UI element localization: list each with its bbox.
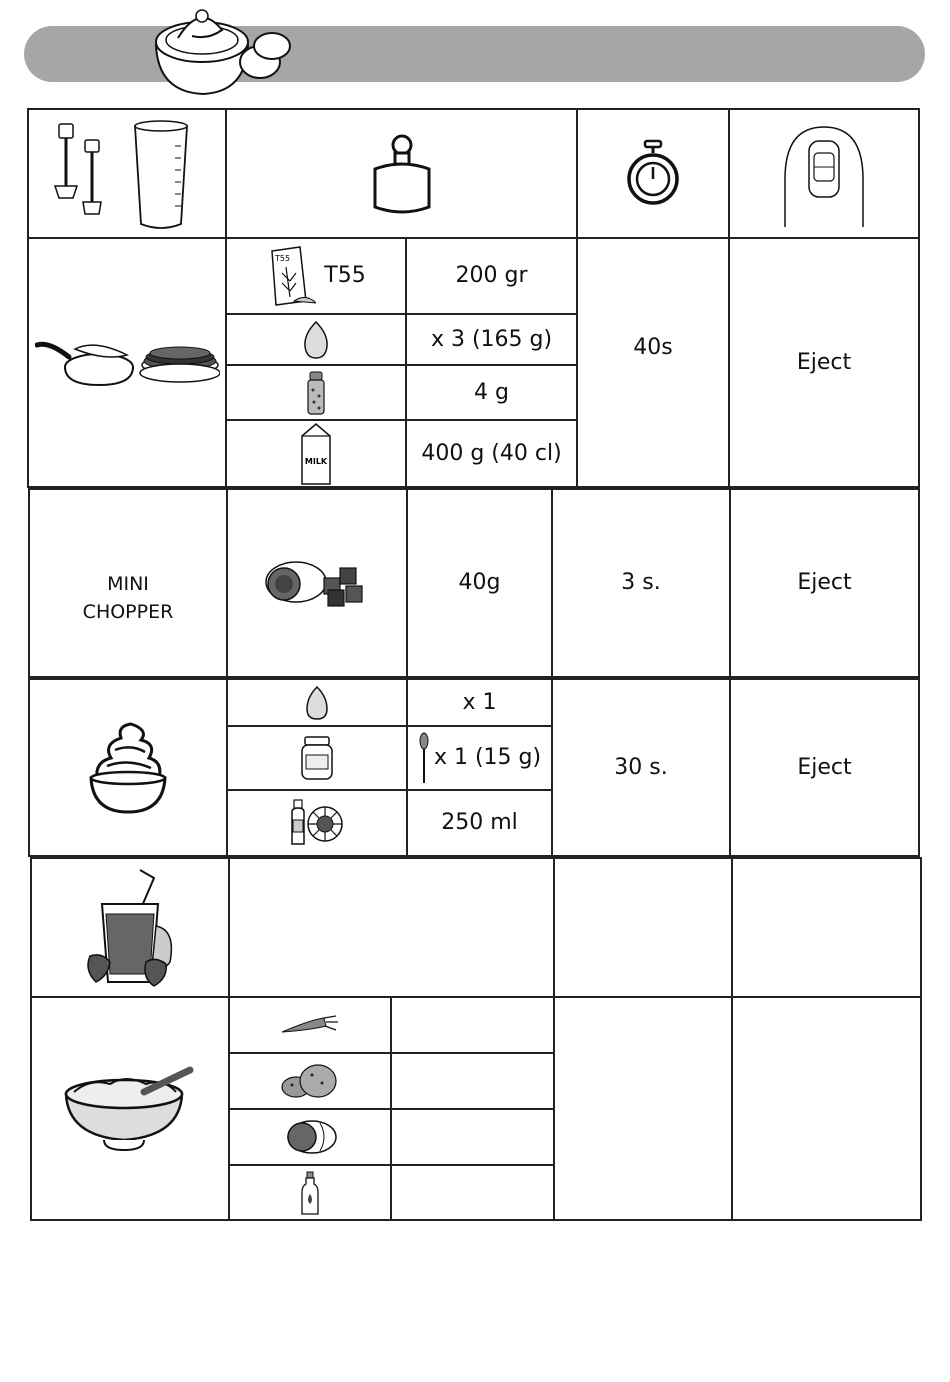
ham-piece-icon-cell — [228, 1108, 392, 1166]
crepes-speed-cell — [728, 237, 920, 488]
crepes-speed: Eject — [796, 349, 852, 375]
smoothie-glass-icon — [80, 866, 180, 990]
chopper-qty-cell — [406, 488, 553, 678]
chopper-qty: 40g — [458, 570, 501, 595]
blender-accessories-cell — [27, 108, 227, 239]
potato-qty-cell — [390, 1052, 555, 1110]
weight-header-cell — [225, 108, 578, 239]
smoothie-qty-cell — [228, 857, 555, 998]
sauce-qty-cell — [390, 1164, 555, 1221]
egg-icon — [305, 685, 329, 721]
ham-qty-cell — [390, 1108, 555, 1166]
milk-qty: 400 g (40 cl) — [421, 440, 562, 466]
mayo-speed: Eject — [797, 754, 852, 780]
mustard-qty-cell — [406, 725, 553, 791]
mayo-time: 30 s. — [614, 754, 668, 780]
ham-icon-cell — [226, 488, 408, 678]
mayo-egg-qty: x 1 — [462, 689, 497, 715]
oil-qty-cell — [406, 789, 553, 857]
flour-bag-label: T55 — [275, 254, 291, 263]
oil-icon-cell — [226, 789, 408, 857]
milk-carton-label: MILK — [304, 456, 328, 466]
time-header-cell — [576, 108, 730, 239]
sunflower-oil-icon — [289, 798, 345, 848]
mayonnaise-recipe-cell — [28, 678, 228, 857]
puree-time-cell — [553, 996, 733, 1221]
carrot-icon-cell — [228, 996, 392, 1054]
sauce-bottle-icon — [300, 1170, 320, 1216]
flour-icon-cell — [225, 237, 407, 315]
mustard-icon-cell — [226, 725, 408, 791]
oil-qty: 250 ml — [441, 810, 518, 835]
chopper-speed: Eject — [797, 570, 852, 595]
crepes-recipe-cell — [27, 237, 227, 488]
mustard-qty: x 1 (15 g) — [433, 745, 542, 770]
egg-icon-cell — [225, 313, 407, 366]
crepes-time-cell — [576, 237, 730, 488]
flour-qty-cell — [405, 237, 578, 315]
milk-icon-cell — [225, 419, 407, 488]
spoon-icon — [418, 731, 430, 785]
mayo-egg-qty-cell — [406, 678, 553, 727]
smoothie-recipe-cell — [30, 857, 230, 998]
crepes-pan-icon — [35, 333, 220, 393]
milk-qty-cell — [405, 419, 578, 488]
stopwatch-icon — [623, 139, 683, 209]
salt-shaker-icon — [305, 370, 327, 416]
flour-bag-icon — [266, 245, 316, 307]
egg-qty: x 3 (165 g) — [430, 326, 553, 352]
smoothie-speed-cell — [731, 857, 922, 998]
egg-qty-cell — [405, 313, 578, 366]
sauce-icon-cell — [228, 1164, 392, 1221]
mayo-speed-cell — [729, 678, 920, 857]
chopper-label-cell — [28, 488, 228, 678]
salt-qty: 4 g — [474, 379, 509, 405]
mayonnaise-bowl-icon — [87, 722, 169, 814]
puree-recipe-cell — [30, 996, 230, 1221]
ham-icon — [280, 1117, 340, 1157]
potatoes-icon — [280, 1061, 340, 1101]
mayo-time-cell — [551, 678, 731, 857]
potato-icon-cell — [228, 1052, 392, 1110]
ham-cubes-icon — [262, 558, 372, 608]
hand-blender-icon — [47, 116, 207, 231]
chopper-time: 3 s. — [621, 570, 661, 595]
crepes-time: 40s — [633, 334, 673, 360]
carrot-qty-cell — [390, 996, 555, 1054]
mixing-bowl-icon — [148, 0, 298, 98]
mustard-jar-icon — [300, 735, 334, 781]
flour-qty: 200 gr — [455, 263, 528, 288]
smoothie-time-cell — [553, 857, 733, 998]
egg-icon — [302, 320, 330, 360]
weight-icon — [367, 129, 437, 219]
milk-carton-icon — [298, 422, 334, 486]
mini-chopper-label: MINI CHOPPER — [82, 573, 174, 623]
puree-bowl-icon — [60, 1064, 200, 1154]
blender-handle-icon — [769, 119, 879, 229]
flour-type-label: T55 — [324, 263, 366, 288]
carrot-icon — [280, 1014, 340, 1036]
salt-icon-cell — [225, 364, 407, 421]
chopper-time-cell — [551, 488, 731, 678]
chopper-speed-cell — [729, 488, 920, 678]
mayo-egg-icon-cell — [226, 678, 408, 727]
speed-header-cell — [728, 108, 920, 239]
salt-qty-cell — [405, 364, 578, 421]
puree-speed-cell — [731, 996, 922, 1221]
